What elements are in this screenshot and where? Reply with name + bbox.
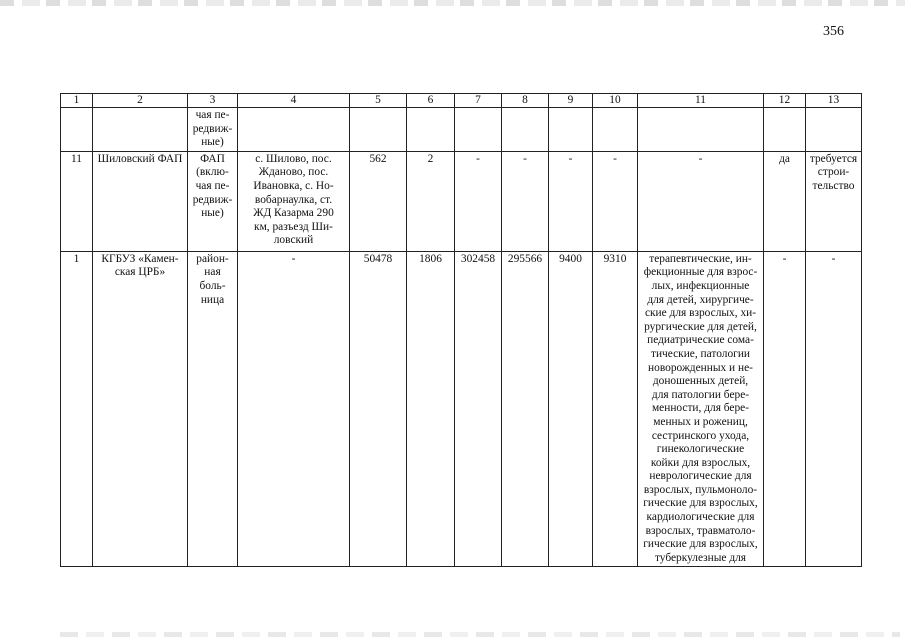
table-cell xyxy=(238,108,350,152)
table-cell: требуется строи- тельство xyxy=(806,151,862,251)
table-cell: 9310 xyxy=(593,251,638,567)
table-cell xyxy=(455,108,502,152)
table-cell xyxy=(806,108,862,152)
column-header: 9 xyxy=(549,94,593,108)
table-cell xyxy=(549,108,593,152)
table-cell xyxy=(93,108,188,152)
table-row xyxy=(61,251,862,567)
column-header: 8 xyxy=(502,94,549,108)
table-cell: - xyxy=(238,251,350,567)
table-cell: - xyxy=(549,151,593,251)
column-header: 4 xyxy=(238,94,350,108)
table-cell: 295566 xyxy=(502,251,549,567)
data-table xyxy=(60,93,862,567)
table-cell: 1 xyxy=(61,251,93,567)
table-cell: 302458 xyxy=(455,251,502,567)
column-header: 7 xyxy=(455,94,502,108)
column-header: 3 xyxy=(188,94,238,108)
table-cell: с. Шилово, пос. Жданово, пос. Ивановка, с. Но- вобарнаулка, ст. ЖД Казарма 290 км, разъезд Ши- ловский xyxy=(238,151,350,251)
table-cell: - xyxy=(806,251,862,567)
scan-artifact-bottom xyxy=(60,632,900,637)
column-header: 1 xyxy=(61,94,93,108)
table-cell: район- ная боль- ница xyxy=(188,251,238,567)
column-header: 12 xyxy=(764,94,806,108)
table-cell xyxy=(350,108,407,152)
table-cell xyxy=(638,108,764,152)
table-cell xyxy=(61,108,93,152)
column-header: 13 xyxy=(806,94,862,108)
table-cell: - xyxy=(764,251,806,567)
column-header: 11 xyxy=(638,94,764,108)
table-cell: 9400 xyxy=(549,251,593,567)
table-cell: - xyxy=(455,151,502,251)
table-cell: 50478 xyxy=(350,251,407,567)
table-cell xyxy=(593,108,638,152)
table-cell: 11 xyxy=(61,151,93,251)
column-header: 10 xyxy=(593,94,638,108)
column-header: 5 xyxy=(350,94,407,108)
table-row xyxy=(61,151,862,251)
table-cell xyxy=(407,108,455,152)
column-header: 2 xyxy=(93,94,188,108)
table-cell: - xyxy=(638,151,764,251)
column-header: 6 xyxy=(407,94,455,108)
table-cell: да xyxy=(764,151,806,251)
table-cell: 562 xyxy=(350,151,407,251)
table-cell: 1806 xyxy=(407,251,455,567)
table-cell: КГБУЗ «Камен- ская ЦРБ» xyxy=(93,251,188,567)
table-cell xyxy=(764,108,806,152)
scan-artifact-top xyxy=(0,0,905,6)
table-cell: чая пе- редвиж- ные) xyxy=(188,108,238,152)
table-row xyxy=(61,108,862,152)
table-cell: терапевтические, ин- фекционные для взрос- лых, инфекционные для детей, хирургиче- ские для взрослых, хи- рургические для детей, педиатрические сома- тические, патологии новорожденных и не- доношенных детей, для патологии бере- менности, для бере- менных и рожениц, сестринского ухода, гинекологические койки для взрослых, неврологические для взрослых, пульмоноло- гические для взрослых, кардиологические для взрослых, травматоло- гические для взрослых, туберкулезные для xyxy=(638,251,764,567)
table-cell: - xyxy=(502,151,549,251)
table-cell: - xyxy=(593,151,638,251)
table-cell: 2 xyxy=(407,151,455,251)
header-row xyxy=(61,94,862,108)
table-cell: Шиловский ФАП xyxy=(93,151,188,251)
page-number: 356 xyxy=(823,24,844,39)
table-cell xyxy=(502,108,549,152)
table-cell: ФАП (вклю- чая пе- редвиж- ные) xyxy=(188,151,238,251)
